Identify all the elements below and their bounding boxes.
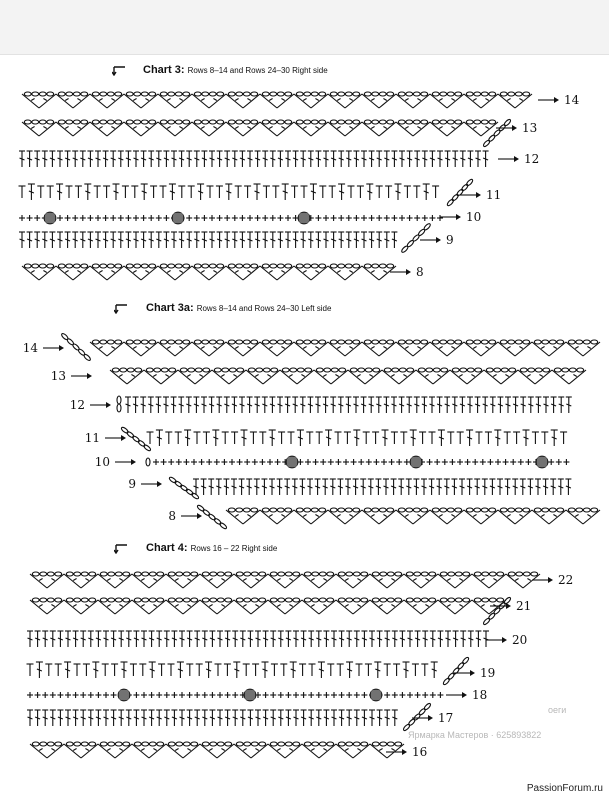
chart-3a-title-text: Chart 3a: bbox=[146, 302, 194, 314]
row-label bbox=[446, 688, 487, 702]
svg-text:12: 12 bbox=[69, 398, 85, 412]
svg-text:9: 9 bbox=[128, 477, 136, 491]
chart-3-title-text: Chart 3: bbox=[143, 64, 185, 76]
svg-text:8: 8 bbox=[416, 265, 424, 279]
svg-text:22: 22 bbox=[558, 573, 574, 587]
svg-text:10: 10 bbox=[94, 455, 110, 469]
svg-text:11: 11 bbox=[486, 188, 502, 202]
svg-text:20: 20 bbox=[512, 633, 528, 647]
row-label bbox=[486, 633, 527, 647]
row-label bbox=[51, 369, 92, 383]
svg-text:18: 18 bbox=[472, 688, 488, 702]
chart-4-title-text: Chart 4: bbox=[146, 542, 188, 554]
svg-text:11: 11 bbox=[84, 431, 100, 445]
svg-text:16: 16 bbox=[412, 745, 428, 759]
row-label bbox=[168, 509, 202, 523]
svg-text:14: 14 bbox=[22, 341, 38, 355]
row-label bbox=[440, 210, 481, 224]
row-label bbox=[70, 398, 111, 412]
svg-text:17: 17 bbox=[438, 711, 454, 725]
svg-text:14: 14 bbox=[564, 93, 580, 107]
svg-text:13: 13 bbox=[50, 369, 66, 383]
site-credit: PassionForum.ru bbox=[526, 783, 603, 794]
row-label bbox=[386, 745, 427, 759]
chart-3-diagram bbox=[19, 92, 580, 280]
row-label bbox=[95, 455, 136, 469]
svg-text:9: 9 bbox=[446, 233, 454, 247]
chart-3a-diagram bbox=[23, 333, 600, 530]
chart-4-subtitle: Rows 16 – 22 Right side bbox=[190, 544, 278, 553]
svg-text:21: 21 bbox=[516, 599, 532, 613]
row-label bbox=[85, 431, 126, 445]
row-label bbox=[496, 121, 537, 135]
row-label bbox=[460, 188, 501, 202]
watermark-badge: оеги bbox=[548, 705, 567, 715]
row-label bbox=[420, 233, 454, 247]
row-label bbox=[128, 477, 162, 491]
svg-text:13: 13 bbox=[522, 121, 538, 135]
svg-text:8: 8 bbox=[168, 509, 176, 523]
svg-text:12: 12 bbox=[524, 152, 540, 166]
row-label bbox=[412, 711, 453, 725]
chart-3a-subtitle: Rows 8–14 and Rows 24–30 Left side bbox=[196, 304, 332, 313]
watermark-text: Ярмарка Мастеров · 625893822 bbox=[408, 730, 542, 740]
chart-3-subtitle: Rows 8–14 and Rows 24–30 Right side bbox=[187, 66, 328, 75]
svg-text:10: 10 bbox=[466, 210, 482, 224]
row-label bbox=[498, 152, 539, 166]
row-label bbox=[538, 93, 580, 107]
svg-text:19: 19 bbox=[480, 666, 496, 680]
row-label bbox=[23, 341, 64, 355]
